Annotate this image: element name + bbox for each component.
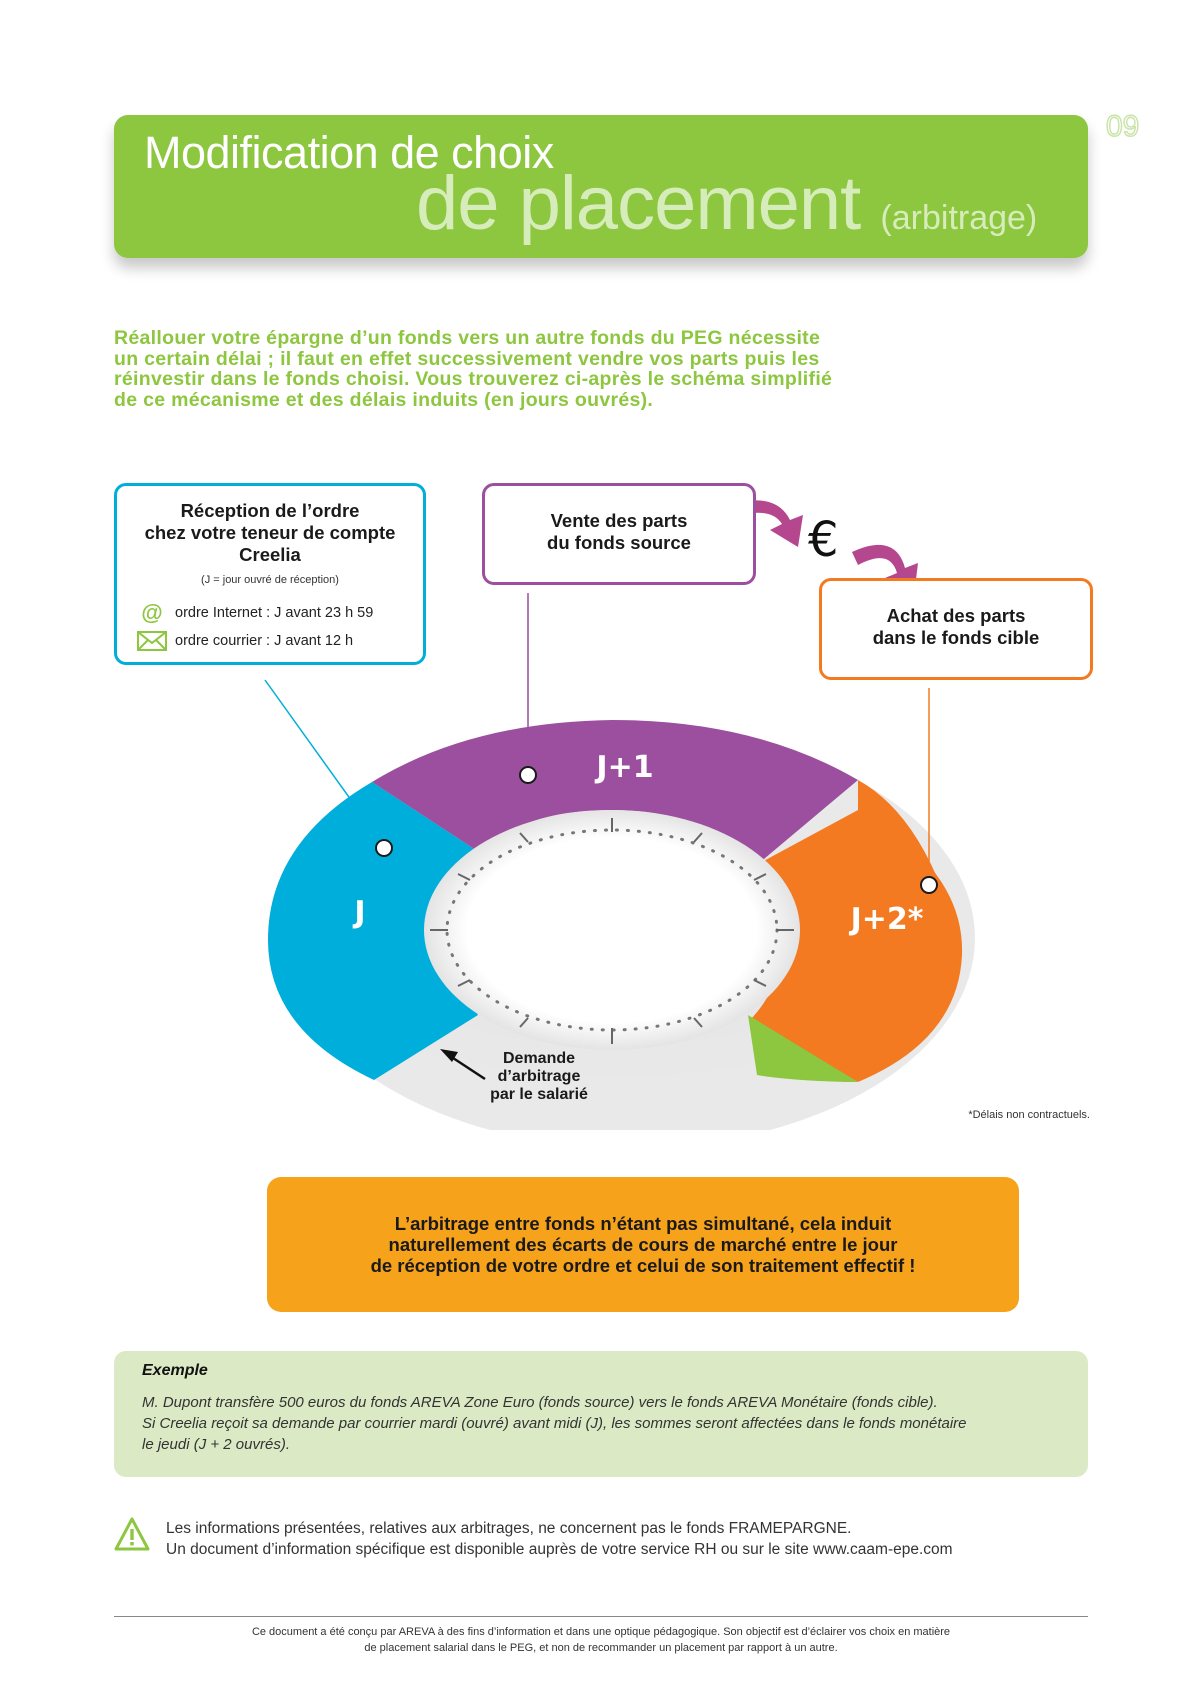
warning-text	[166, 1518, 953, 1560]
reception-title	[117, 500, 423, 566]
demande-line: par le salarié	[490, 1086, 588, 1103]
intro-line: un certain délai ; il faut en effet successivement vendre vos parts puis les	[114, 347, 820, 370]
intro-line: Réallouer votre épargne d’un fonds vers un autre fonds du PEG nécessite	[114, 327, 821, 349]
callout-line: de réception de votre ordre et celui de son traitement effectif !	[370, 1255, 916, 1276]
at-icon: @	[141, 600, 163, 625]
segment-label-j: J	[354, 895, 366, 930]
order-courrier-text: ordre courrier : J avant 12 h	[175, 633, 354, 649]
vente-box	[482, 483, 756, 585]
order-courrier-row	[137, 631, 353, 651]
intro-line: de ce mécanisme et des délais induits (en jours ouvrés).	[114, 388, 654, 411]
connector-dot-reception	[376, 840, 392, 856]
connector-dot-achat	[921, 877, 937, 893]
example-line: M. Dupont transfère 500 euros du fonds AREVA Zone Euro (fonds source) vers le fonds AREVA Monétaire (fonds cible).	[142, 1394, 938, 1411]
reception-title-line: Réception de l’ordre	[180, 500, 360, 521]
demande-label	[474, 1050, 604, 1104]
euro-icon: €	[808, 512, 839, 568]
example-text	[142, 1392, 1060, 1455]
example-line: le jeudi (J + 2 ouvrés).	[142, 1436, 290, 1453]
callout-line: naturellement des écarts de cours de marché entre le jour	[388, 1234, 898, 1255]
vente-title-line: du fonds source	[547, 532, 691, 553]
achat-box	[819, 578, 1093, 680]
footer-line: de placement salarial dans le PEG, et non de recommander un placement par rapport à un autre.	[364, 1642, 838, 1654]
achat-title-line: Achat des parts	[886, 605, 1026, 626]
page-title-suffix: (arbitrage)	[880, 199, 1038, 237]
order-internet-row	[137, 600, 374, 625]
reception-title-line: chez votre teneur de compte	[144, 522, 396, 543]
footer-divider	[114, 1616, 1088, 1617]
achat-title	[822, 605, 1090, 649]
connector-dot-vente	[520, 767, 536, 783]
footer-line: Ce document a été conçu par AREVA à des fins d’information et dans une optique pédagogique. Son objectif est d’éclairer vos choix en matière	[251, 1626, 951, 1638]
reception-box	[114, 483, 426, 665]
warning-line: Un document d’information spécifique est disponible auprès de votre service RH ou sur le site www.caam-epe.com	[166, 1541, 953, 1558]
callout-line: L’arbitrage entre fonds n’étant pas simultané, cela induit	[394, 1213, 892, 1234]
reception-title-line: Creelia	[239, 544, 301, 565]
demande-line: Demande	[502, 1050, 576, 1067]
page-title-line1: Modification de choix	[144, 127, 554, 178]
segment-label-j2: J+2*	[850, 902, 924, 937]
page-title-main: de placement	[416, 161, 861, 246]
order-internet-text: ordre Internet : J avant 23 h 59	[175, 605, 374, 621]
warning-icon	[114, 1517, 150, 1551]
example-line: Si Creelia reçoit sa demande par courrier mardi (ouvré) avant midi (J), les sommes seront affectées dans le fonds monétaire	[142, 1415, 967, 1432]
warning-callout	[267, 1177, 1019, 1312]
achat-title-line: dans le fonds cible	[872, 627, 1040, 648]
example-box	[114, 1351, 1088, 1477]
footer-disclaimer	[114, 1624, 1088, 1656]
ring-center-hole	[424, 810, 800, 1050]
vente-title	[485, 510, 753, 554]
intro-line: réinvestir dans le fonds choisi. Vous trouverez ci-après le schéma simplifié	[114, 368, 833, 390]
vente-title-line: Vente des parts	[550, 510, 688, 531]
delais-note: *Délais non contractuels.	[968, 1109, 1090, 1121]
reception-note: (J = jour ouvré de réception)	[201, 574, 339, 586]
warning-line: Les informations présentées, relatives aux arbitrages, ne concernent pas le fonds FRAMEPARGNE.	[166, 1520, 852, 1537]
page-number: 09	[1106, 110, 1140, 143]
envelope-icon	[137, 631, 167, 651]
example-title: Exemple	[142, 1362, 208, 1379]
segment-label-j1: J+1	[596, 750, 654, 785]
demande-line: d’arbitrage	[497, 1068, 581, 1085]
